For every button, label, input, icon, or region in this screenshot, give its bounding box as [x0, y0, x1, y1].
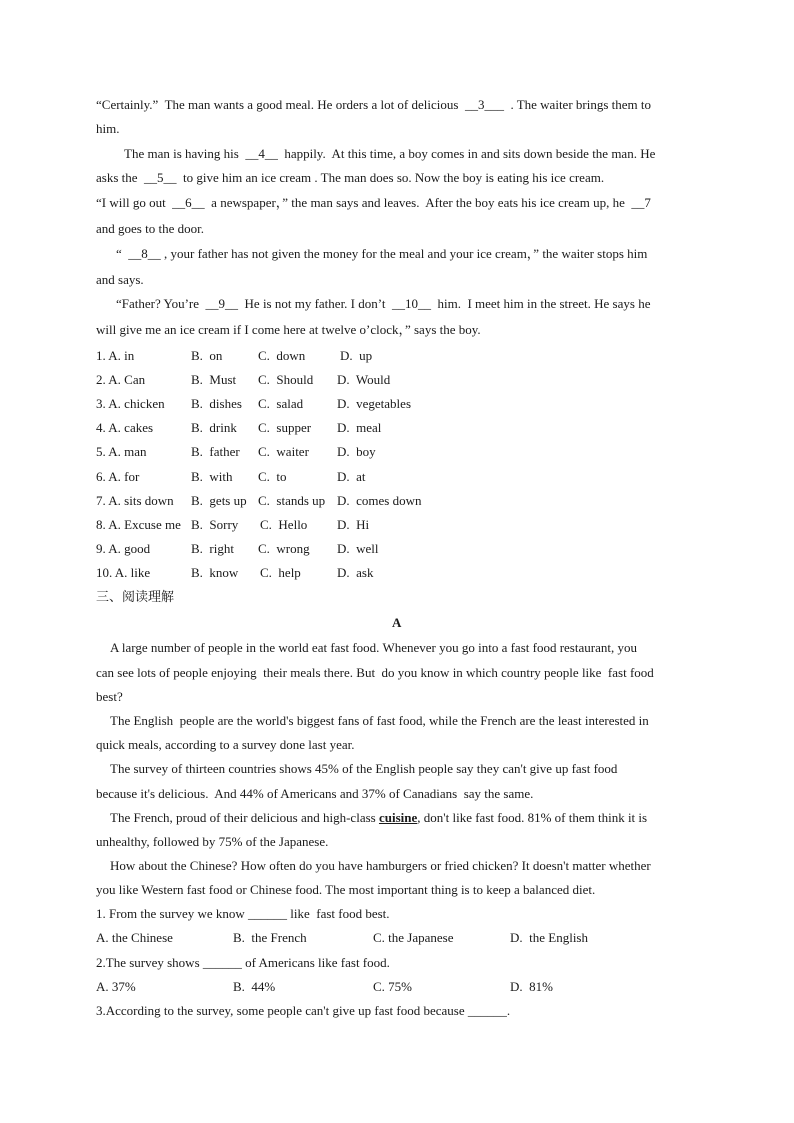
passage-label: A — [392, 615, 402, 630]
question-2-option-a: A. 37% — [96, 979, 136, 994]
question-2-option-c: C. 75% — [373, 979, 412, 994]
option-3d: D. vegetables — [337, 396, 412, 411]
cloze-line-6: and goes to the door. — [96, 221, 204, 236]
passage-line-8-pre: The French, proud of their delicious and high-class — [110, 810, 379, 825]
option-6d: D. at — [337, 469, 366, 484]
cuisine-word: cuisine — [378, 810, 418, 825]
cloze-line-7: “ __8__ , your father has not given the money for the meal and your ice cream，” the waiter stops him — [116, 246, 648, 261]
option-9c: C. wrong — [258, 541, 310, 556]
option-8d: D. Hi — [337, 517, 370, 532]
passage-line-10: How about the Chinese? How often do you have hamburgers or fried chicken? It doesn't matter whether — [110, 858, 651, 873]
passage-line-7: because it's delicious. And 44% of Americans and 37% of Canadians say the same. — [96, 786, 534, 801]
passage-line-2: can see lots of people enjoying their meals there. But do you know in which country people like fast food — [96, 665, 654, 680]
option-6a: 6. A. for — [96, 469, 140, 484]
option-4d: D. meal — [337, 420, 382, 435]
question-1-stem: 1. From the survey we know ______ like fast food best. — [96, 906, 390, 921]
question-2-option-d: D. 81% — [510, 979, 553, 994]
question-1-option-c: C. the Japanese — [373, 930, 454, 945]
option-10d: D. ask — [337, 565, 374, 580]
option-7b: B. gets up — [191, 493, 247, 508]
option-10a: 10. A. like — [96, 565, 151, 580]
option-2a: 2. A. Can — [96, 372, 146, 387]
question-2-stem: 2.The survey shows ______ of Americans like fast food. — [96, 955, 390, 970]
option-4a: 4. A. cakes — [96, 420, 154, 435]
option-1a: 1. A. in — [96, 348, 135, 363]
option-9b: B. right — [191, 541, 234, 556]
question-1-option-d: D. the English — [510, 930, 588, 945]
cloze-line-1: “Certainly.” The man wants a good meal. He orders a lot of delicious __3___ . The waiter brings them to — [96, 97, 652, 112]
option-10c: C. help — [260, 565, 301, 580]
option-5c: C. waiter — [258, 444, 309, 459]
option-6c: C. to — [258, 469, 287, 484]
cloze-line-9: “Father? You’re __9__ He is not my father. I don’t __10__ him. I meet him in the street. He says he — [116, 296, 651, 311]
option-10b: B. know — [191, 565, 239, 580]
option-1b: B. on — [191, 348, 223, 363]
option-3c: C. salad — [258, 396, 304, 411]
passage-line-8 — [110, 810, 647, 826]
passage-line-9: unhealthy, followed by 75% of the Japanese. — [96, 834, 329, 849]
option-2c: C. Should — [258, 372, 314, 387]
question-1-option-a: A. the Chinese — [96, 930, 173, 945]
option-1c: C. down — [258, 348, 306, 363]
option-6b: B. with — [191, 469, 233, 484]
option-9d: D. well — [337, 541, 379, 556]
option-2b: B. Must — [191, 372, 237, 387]
passage-line-4: The English people are the world's biggest fans of fast food, while the French are the least interested in — [110, 713, 649, 728]
option-7d: D. comes down — [337, 493, 422, 508]
passage-line-6: The survey of thirteen countries shows 45% of the English people say they can't give up fast food — [110, 761, 618, 776]
option-1d: D. up — [340, 348, 373, 363]
cloze-line-8: and says. — [96, 272, 144, 287]
option-9a: 9. A. good — [96, 541, 151, 556]
cloze-line-10: will give me an ice cream if I come here at twelve o’clock，” says the boy. — [96, 322, 481, 337]
question-3-stem: 3.According to the survey, some people can't give up fast food because ______. — [96, 1003, 511, 1018]
cloze-line-4: asks the __5__ to give him an ice cream . The man does so. Now the boy is eating his ice cream. — [96, 170, 605, 185]
cloze-line-3: The man is having his __4__ happily. At this time, a boy comes in and sits down beside the man. He — [124, 146, 656, 161]
option-3a: 3. A. chicken — [96, 396, 165, 411]
passage-line-1: A large number of people in the world eat fast food. Whenever you go into a fast food restaurant, you — [110, 640, 637, 655]
cloze-line-5: “I will go out __6__ a newspaper，” the man says and leaves. After the boy eats his ice cream up, he __7 — [96, 195, 651, 210]
question-1-option-b: B. the French — [233, 930, 307, 945]
option-5d: D. boy — [337, 444, 376, 459]
passage-line-11: you like Western fast food or Chinese food. The most important thing is to keep a balanced diet. — [96, 882, 596, 897]
option-4c: C. supper — [258, 420, 312, 435]
passage-line-5: quick meals, according to a survey done last year. — [96, 737, 355, 752]
question-2-option-b: B. 44% — [233, 979, 276, 994]
passage-line-8-post: , don't like fast food. 81% of them think it is — [417, 810, 648, 825]
option-2d: D. Would — [337, 372, 391, 387]
option-8c: C. Hello — [260, 517, 308, 532]
option-3b: B. dishes — [191, 396, 242, 411]
option-7a: 7. A. sits down — [96, 493, 174, 508]
option-4b: B. drink — [191, 420, 237, 435]
passage-line-3: best? — [96, 689, 123, 704]
option-5b: B. father — [191, 444, 240, 459]
cloze-line-2: him. — [96, 121, 120, 136]
section-heading: 三、阅读理解 — [96, 590, 175, 605]
option-7c: C. stands up — [258, 493, 326, 508]
option-8b: B. Sorry — [191, 517, 239, 532]
option-8a: 8. A. Excuse me — [96, 517, 181, 532]
option-5a: 5. A. man — [96, 444, 147, 459]
